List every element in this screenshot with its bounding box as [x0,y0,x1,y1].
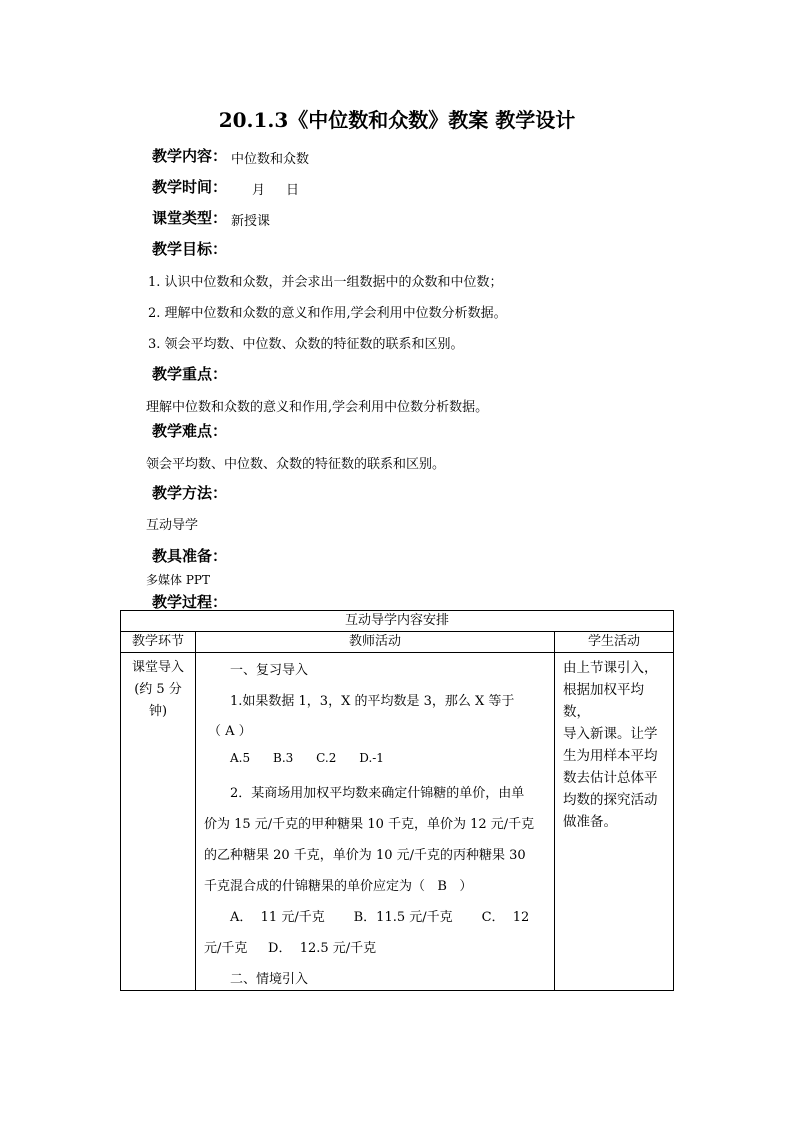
stage-line: 钟) [148,704,168,719]
type-value: 新授课 [231,214,271,229]
teacher-line: 千克混合成的什锦糖果的单价应定为（ B ） [204,879,473,894]
teacher-line: 2．某商场用加权平均数来确定什锦糖的单价，由单 [230,786,525,801]
student-line: 数去估计总体平 [563,770,658,786]
table-caption-row [121,611,674,632]
student-line: 均数的探究活动 [563,792,658,808]
difficulty-label: 教学难点： [152,422,228,440]
process-label: 教学过程： [152,593,228,611]
teacher-line: 一、复习导入 [230,663,309,678]
teacher-line: （ A ） [208,724,252,739]
teacher-cell [196,653,555,991]
teacher-line: 价为 15 元/千克的甲种糖果 10 千克，单价为 12 元/千克 [204,817,535,832]
student-line: 导入新课。让学 [563,726,658,742]
stage-line: 课堂导入 [131,660,184,675]
teacher-line: A.5 B.3 C.2 D.-1 [230,751,384,765]
content-label: 教学内容： [152,147,228,165]
page-title: 20.1.3《中位数和众数》教案 教学设计 [218,108,576,132]
key-value: 理解中位数和众数的意义和作用,学会利用中位数分析数据。 [146,400,489,415]
process-table [120,610,674,991]
goal-item-1: 1. 认识中位数和众数，并会求出一组数据中的众数和中位数； [148,275,503,290]
content-value: 中位数和众数 [231,152,310,167]
stage-line: (约 5 分 [134,682,182,697]
tools-value: 多媒体 PPT [146,573,210,587]
table-header-row [121,632,674,653]
teacher-line: 二、情境引入 [230,972,309,987]
method-value: 互动导学 [146,518,199,533]
student-line: 做准备。 [563,814,617,830]
difficulty-value: 领会平均数、中位数、众数的特征数的联系和区别。 [146,457,446,472]
stage-cell [121,653,196,991]
header-teacher: 教师活动 [196,632,555,653]
teacher-line: 1.如果数据 1，3，X 的平均数是 3，那么 X 等于 [230,694,515,709]
header-stage: 教学环节 [121,632,196,653]
tools-label: 教具准备： [152,547,228,565]
table-caption: 互动导学内容安排 [121,611,674,632]
teacher-line: 的乙种糖果 20 千克，单价为 10 元/千克的丙种糖果 30 [204,848,526,863]
goal-item-3: 3. 领会平均数、中位数、众数的特征数的联系和区别。 [148,337,464,352]
goals-label: 教学目标： [152,240,228,258]
table-row [121,653,674,991]
key-label: 教学重点： [152,365,228,383]
student-cell [555,653,674,991]
teacher-line: 元/千克 D． 12.5 元/千克 [204,941,377,956]
student-line: 生为用样本平均 [563,748,658,764]
time-label: 教学时间： [152,178,228,196]
header-student: 学生活动 [555,632,674,653]
student-line: 由上节课引入， [563,660,658,676]
teacher-line: A． 11 元/千克 B．11.5 元/千克 C． 12 [230,910,530,925]
method-label: 教学方法： [152,484,228,502]
goal-item-2: 2. 理解中位数和众数的意义和作用,学会利用中位数分析数据。 [148,306,507,321]
type-label: 课堂类型： [152,209,228,227]
time-month: 月 [252,183,266,198]
time-day: 日 [286,183,300,198]
student-line: 根据加权平均数， [563,682,644,720]
